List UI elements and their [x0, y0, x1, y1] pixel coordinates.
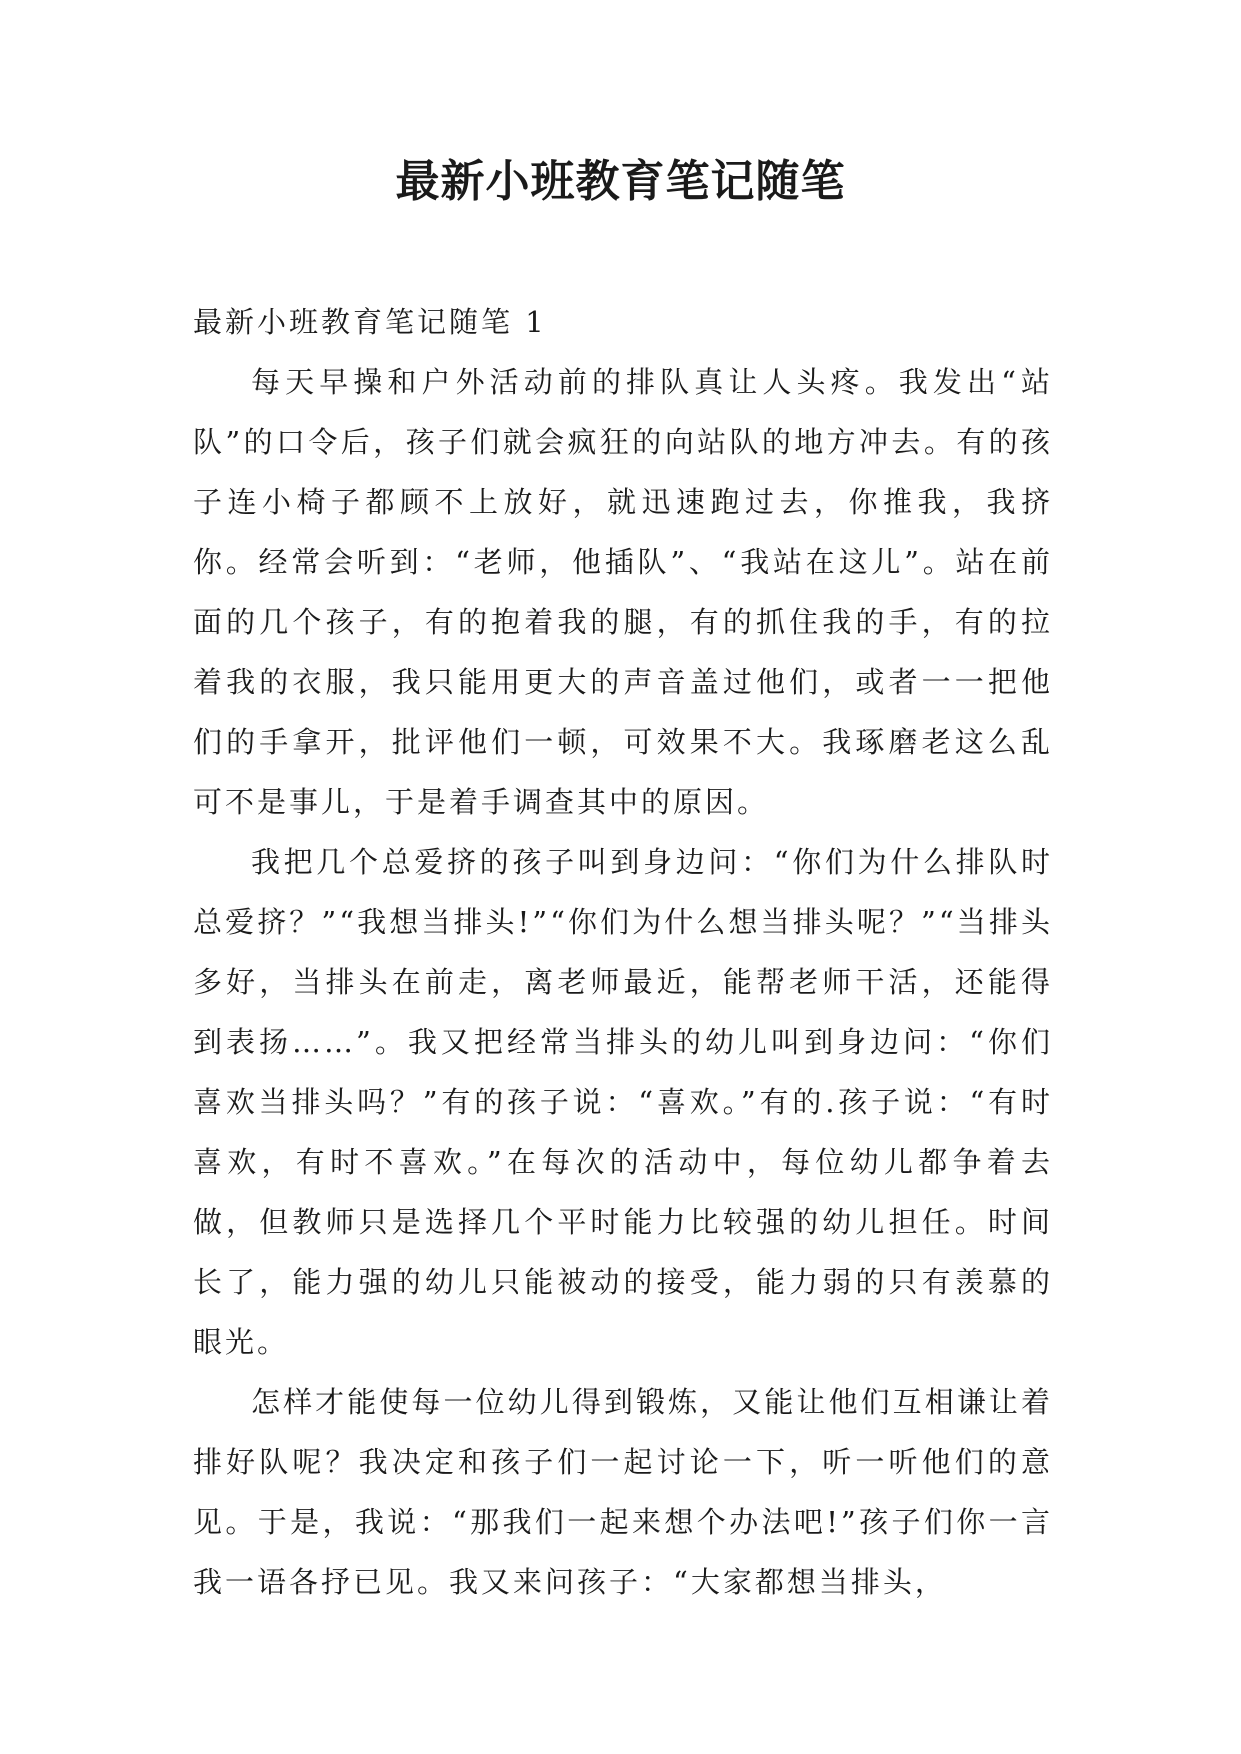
section-heading: 最新小班教育笔记随笔 1	[193, 305, 547, 339]
paragraph-3: 怎样才能使每一位幼儿得到锻炼，又能让他们互相谦让着排好队呢？我决定和孩子们一起讨论一下，听一听他们的意见。于是，我说：“那我们一起来想个办法吧!”孩子们你一言我一语各抒已见。我又来问孩子：“大家都想当排头，	[193, 1385, 1053, 1599]
paragraph-1: 每天早操和户外活动前的排队真让人头疼。我发出“站队”的口令后，孩子们就会疯狂的向站队的地方冲去。有的孩子连小椅子都顾不上放好，就迅速跑过去，你推我，我挤你。经常会听到：“老师，他插队”、“我站在这儿”。站在前面的几个孩子，有的抱着我的腿，有的抓住我的手，有的拉着我的衣服，我只能用更大的声音盖过他们，或者一一把他们的手拿开，批评他们一顿，可效果不大。我琢磨老这么乱可不是事儿，于是着手调查其中的原因。	[193, 365, 1053, 819]
document-title: 最新小班教育笔记随笔	[395, 156, 846, 207]
paragraph-2: 我把几个总爱挤的孩子叫到身边问：“你们为什么排队时总爱挤？”“我想当排头!”“你们为什么想当排头呢？”“当排头多好，当排头在前走，离老师最近，能帮老师干活，还能得到表扬……”。我又把经常当排头的幼儿叫到身边问：“你们喜欢当排头吗？”有的孩子说：“喜欢。”有的.孩子说：“有时喜欢，有时不喜欢。”在每次的活动中，每位幼儿都争着去做，但教师只是选择几个平时能力比较强的幼儿担任。时间长了，能力强的幼儿只能被动的接受，能力弱的只有羡慕的眼光。	[193, 845, 1053, 1359]
document-body	[193, 292, 1053, 1612]
